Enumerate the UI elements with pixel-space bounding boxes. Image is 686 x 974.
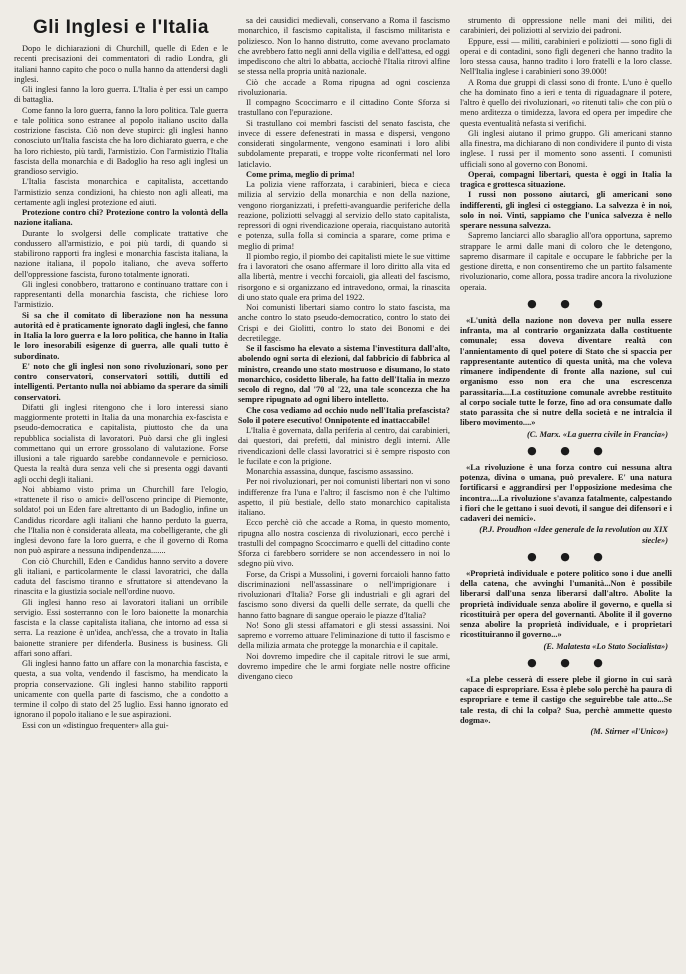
- quote-block: [460, 675, 672, 738]
- paragraph: Operai, compagni libertari, questa è oggi in Italia la tragica e grottesca situazione.: [460, 169, 672, 189]
- paragraph: Dopo le dichiarazioni di Churchill, quelle di Eden e le recenti precisazioni dei commentatori di radio Londra, gli italiani hanno capito che poco o nulla hanno da attendersi dagli inglesi.: [14, 44, 228, 84]
- section-separator: ● ● ●: [527, 655, 613, 669]
- paragraph: Essi con un «distinguo frequenter» alla gui-: [22, 720, 169, 730]
- quote-citation: (P.J. Proudhon «Idee generale de la revolution au XIX siecle»): [479, 525, 668, 545]
- paragraph: Difatti gli inglesi ritengono che i loro interessi siano maggiormente protetti in Italia da una monarchia ex-fascista e pseudo-democratica e capitalista, piuttosto che da una repubblica socialista di lavoratori. Può darsi che gli inglesi commettano qui un errore grossolano di valutazione. Forse illusioni a tale riguardo sarebbe condannevole e pernicioso. Questa la realtà dura senza veli che si presenta oggi davanti agli occhi degli italiani.: [14, 402, 228, 484]
- quote-block: [460, 463, 672, 546]
- paragraph: Noi comunisti libertari siamo contro lo stato fascista, ma anche contro lo stato pseudo-democratico, contro lo stato dei Crispi e dei Giolitti, contro lo stato dei Bonomi e dei decretilegge.: [238, 303, 450, 343]
- column-2-body: [238, 16, 450, 682]
- paragraph: Come prima, meglio di prima!: [246, 169, 355, 179]
- paragraph: Si trastullano coi membri fascisti del senato fascista, che invece di essere defenestrati in massa e dispersi, vengono considerati singolarmente, vengono esaminati i loro alibi subdolamente preparati, e troppe volte riconfermati nel loro laticlavio.: [238, 118, 450, 169]
- paragraph: Gli inglesi conobbero, trattarono e continuano trattare con i rappresentanti della monarchia fascista, che richiese loro l'armistizio.: [14, 279, 228, 310]
- paragraph: Ecco perchè ciò che accade a Roma, in questo momento, ripugna allo nostra coscienza di rivoluzionari, ecco perchè i trastulli del compagno Scoccimarro e quelli del cittadino conte Sforza ci farebbero sorridere se non accendessero in noi lo sdegno più vivo.: [238, 518, 450, 569]
- paragraph: Gli inglesi fanno la loro guerra. L'Italia è per essi un campo di battaglia.: [14, 85, 228, 105]
- paragraph: Noi abbiamo visto prima un Churchill fare l'elogio, «trattenete il riso o amici» dell'osceno principe di Piemonte, soldato! poi un Eden fare altrettanto di un Badoglio, infine un Candidus ricordare agli italiani che hanno perduto la guerra, che l'Italia non è considerata alleata, ma cobelligerante, che gli inglesi devono fare la loro guerra, e che il governo di Roma non può aspirare a nessuna indipendenza.......: [14, 484, 228, 556]
- paragraph: I russi non possono aiutarci, gli americani sono indifferenti, gli inglesi ci osteggiano. La salvezza è in noi, solo in noi. Vinti, sappiamo che l'unica salvezza è nello sperare nessuna salvezza.: [460, 190, 672, 230]
- section-separator: ● ● ●: [527, 296, 613, 310]
- newspaper-page: [14, 16, 674, 962]
- paragraph: Forse, da Crispi a Mussolini, i governi forcaioli hanno fatto discriminazioni nell'assassinare o nell'imprigionare i rivoluzionari d'Italia? Forse gli industriali e gli agrari del fascismo sono diversi da quelli delle serrate, da quelli che hanno fatto bagnare di sangue operaio le piazze d'Italia?: [238, 569, 450, 620]
- paragraph: Si sa che il comitato di liberazione non ha nessuna autorità ed è praticamente ignorato dagli inglesi, che fanno in Italia la loro guerra e la loro politica, che hanno in Italia le loro inesorabili esigenze di guerra, alle quali tutto è subordinato.: [14, 310, 228, 361]
- paragraph: Con ciò Churchill, Eden e Candidus hanno servito a dovere gli italiani, e particolarmente le classi lavoratrici, che dalla caduta del fascismo tiranno e sfruttatore si attendevano la rinascita e la giustizia sociale nell'ordine nuovo.: [14, 556, 228, 597]
- paragraph: Il piombo regio, il piombo dei capitalisti miete le sue vittime fra i lavoratori che osano affermare il loro diritto alla vita ed alla libertà, mentre i vecchi forcaioli, gia alleati del fascismo, risorgono e si organizzano ed intravedono, ormai, la rinascita di uno stato quale era prima del 1922.: [238, 251, 450, 302]
- paragraph: E' noto che gli inglesi non sono rivoluzionari, sono per contro conservatori, conservatori sottili, duttili ed intelligenti. Pertanto nulla noi abbiamo da sperare da simili conservatori.: [14, 361, 228, 402]
- paragraph: sa dei causidici medievali, conservano a Roma il fascismo monarchico, il fascismo capitalista, il fascismo militarista e poliziesco. Non lo hanno distrutto, come avevano proclamato che avrebbero fatto negli anni della vigilia e dell'attesa, ed oggi impediscono che altri lo abbatta, acciochè l'Italia ritrovi alfine se stessa nella propria unità nazionale.: [238, 16, 450, 77]
- paragraph: L'Italia fascista monarchica e capitalista, accettando l'armistizio senza condizioni, ha chiesto non agli alleati, ma certamente agli inglesi protezione ed aiuti.: [14, 177, 228, 207]
- column-2: [238, 16, 450, 962]
- quote-text: «La rivoluzione è una forza contro cui nessuna altra potenza, divina o umana, può prevalere. E' una natura fortificarsi e aggrandirsi per l'opposizione medesima che incontra....La rivoluzione s'avanza fatalmente, calpestando i fiori che le gettano i suoi devoti, il sangue dei difensori e i cadaveri dei nemici».: [460, 462, 672, 523]
- quote-text: «La plebe cesserà di essere plebe il giorno in cui sarà capace di espropriare. Essa è plebe solo perchè ha paura di espropriare e teme il castigo che seguirebbe tale atto...Se tale resta, di chi la colpa? Sua, perchè ammette questo dogma».: [460, 674, 672, 725]
- quote-citation: (M. Stirner «l'Unico»): [590, 727, 668, 736]
- quote-block: [460, 316, 672, 440]
- quote-citation: (C. Marx. «La guerra civile in Francia»): [527, 429, 668, 439]
- paragraph: Gli inglesi hanno fatto un affare con la monarchia fascista, e questa, a sua volta, vendendo il fascismo, ha mendicato la propria conservazione. Gli inglesi hanno stabilito rapporti unicamente con quella parte di fascismo, che a condotto a termine il colpo di stato del 25 luglio. Essi hanno ignorato ed ignorano il popolo italiano e le sue aspirazioni.: [14, 659, 228, 720]
- quote-text: «L'unità della nazione non doveva per nulla essere infranta, ma al contrario organizzata dalla costituente comunale; essa doveva diventare realtà con l'annientamento di quel potere di Stato che si spaccia per rappresentante autentico di questa unità, ma che voleva rimanere indipendente di fronte alla nazione, sul cui organismo esso non era che una escrescenza parassitaria....La costituzione comunale avrebbe restituito al corpo sociale tutte le forze, fino ad ora consumate dallo stato parassita che si nutre della società e ne intralcia il libero movimento....»: [460, 315, 672, 428]
- paragraph: No! Sono gli stessi affamatori e gli stessi assassini. Noi sapremo e vorremo attuare l'eliminazione di tutto il fascismo e della milizia armata che protegge la monarchia e il capitale.: [238, 620, 450, 651]
- paragraph: strumento di oppressione nelle mani dei militi, dei carabinieri, dei poliziotti al servizio dei padroni.: [460, 16, 672, 36]
- paragraph: Protezione contro chi? Protezione contro la volontà della nazione italiana.: [14, 208, 228, 228]
- paragraph: La polizia viene rafforzata, i carabinieri, bieca e cieca milizia al servizio della monarchia e non della nazione, vengono riorganizzati, i prefetti-avanguardie periferiche della reazione, poliziotti selvaggi al servizio dello stato capitalista, repressori di ogni rivendicazione operaia, riacquistano autorità e potenza, sulla folla si comincia a sparare, come prima e meglio di prima!: [238, 180, 450, 251]
- paragraph: L'Italia è governata, dalla periferia al centro, dai carabinieri, dai questori, dai prefetti, dal ministro degli interni. Alle rivendicazioni delle classi lavoratrici si è sempre risposto con le fucilate e con la prigione.: [238, 426, 450, 466]
- paragraph: Eppure, essi — militi, carabinieri e poliziotti — sono figli di operai e di contadini, sono figli degeneri che hanno tradito la loro stessa causa, hanno tradito i loro fratelli e la loro classe. Nell'Italia inglese i carabinieri sono 39.000!: [460, 36, 672, 77]
- paragraph: Durante lo svolgersi delle complicate trattative che condussero all'armistizio, e poi più tardi, di quando si stabilirono rapporti fra inglesi e monarchia fascista italiana, la nazione italiana, il popolo italiano, che aveva sofferto dell'oppressione fascista, furono totalmente ignorati.: [14, 228, 228, 279]
- paragraph: A Roma due gruppi di classi sono di fronte. L'uno è quello che ha dominato fino a ieri e tenta di riguadagnare il potere, l'altro è quello dei rivoluzionari, «o ritenuti tali» che con più o meno arditezza o timidezza, lavora ed opera per impedire che questa eventualità nefasta si verifichi.: [460, 77, 672, 128]
- paragraph: Se il fascismo ha elevato a sistema l'investitura dall'alto, abolendo ogni sorta di elezioni, dal fabbricio di fabbrica al ministro, creando uno stato mostruoso e disumano, lo stato monarchico, cosidetto liberale, ha fatto dell'Italia in mezzo secolo di regno, dal '70 al '22, una tale sconcezza che ha sempre ripugnato ad ogni libero intelletto.: [238, 344, 450, 405]
- paragraph: Ciò che accade a Roma ripugna ad ogni coscienza rivoluzionaria.: [238, 77, 450, 97]
- paragraph: Che cosa vediamo ad occhio nudo nell'Italia prefascista? Solo il potere esecutivo! Onnipotente ed inattaccabile!: [238, 405, 450, 425]
- paragraph: Il compagno Scoccimarro e il cittadino Conte Sforza si trastullano con l'epurazione.: [238, 98, 450, 118]
- paragraph: Gli inglesi hanno reso ai lavoratori italiani un orribile servigio. Essi sosterranno con le loro baionette la monarchia fascista e la classe capitalista italiana, che intorno ad essa si serra. La reazione è un'idea, anch'essa, che a trovato in Italia baionette straniere per difenderla. Business is business. Gli affari sono affari.: [14, 597, 228, 658]
- article-title: Gli Inglesi e l'Italia: [32, 17, 210, 38]
- column-1: [14, 16, 228, 962]
- section-separator: ● ● ●: [527, 549, 613, 563]
- section-separator: ● ● ●: [527, 443, 613, 457]
- column-3-body: [460, 16, 672, 293]
- paragraph: Per noi rivoluzionari, per noi comunisti libertari non vi sono indifferenze fra l'una e l'altro; il fascismo non è che l'ultimo aspetto, il più bestiale, dello stato monarchico capitalista italiano.: [238, 477, 450, 517]
- quotes-section: [460, 297, 672, 738]
- quote-text: «Proprietà individuale e potere politico sono i due anelli della catena, che avvinghi l'umanità...Non è possibile liberarsi dall'una senza liberarsi dall'altro. Abolite la proprietà individuale senza abolire il governo, e quella si ricostituirà per opera del governanti. Abolite il il governo senza abolire la proprietà individuale, e i proprietari ricostituiranno il governo...»: [460, 568, 672, 640]
- paragraph: Monarchia assassina, dunque, fascismo assassino.: [246, 467, 414, 476]
- paragraph: Come fanno la loro guerra, fanno la loro politica. Tale guerra e tale politica sono estranee al popolo italiano uscito dalla costrizione fascista. Ciò non deve stupirci: gli inglesi hanno conosciuto un'Italia fascista che ha loro dichiarato guerra, e che ha loro richiesto, più tardi, l'armistizio. Con l'armistizio l'Italia fascista della monarchia e di Badoglio ha reso agli inglesi un grandioso servigio.: [14, 105, 228, 176]
- paragraph: Noi dovremo impedire che il capitale ritrovi le sue armi, dovremo impedire che le armi forgiate nelle nostre officine divengano cieco: [238, 651, 450, 681]
- paragraph: Sapremo lanciarci allo sbaraglio all'ora opportuna, sapremo strappare le armi dalle mani di coloro che le detengono, sapremo disarmare il capitale e occupare le fabbriche per la gestione diretta, e non consentiremo che un partito falsamente rivoluzionario, come allora, possa tradire ancora la rivoluzione operaia.: [460, 231, 672, 292]
- column-3: [460, 16, 672, 962]
- paragraph: Gli inglesi aiutano il primo gruppo. Gli americani stanno alla finestra, ma dichiarano di non condividere il punto di vista inglese. I russi per il momento sono assenti. I comunisti ufficiali sono al governo con Bonomi.: [460, 128, 672, 169]
- column-1-body: [14, 44, 228, 731]
- quote-citation: (E. Malatesta «Lo Stato Socialista»): [543, 641, 668, 651]
- quote-block: [460, 569, 672, 652]
